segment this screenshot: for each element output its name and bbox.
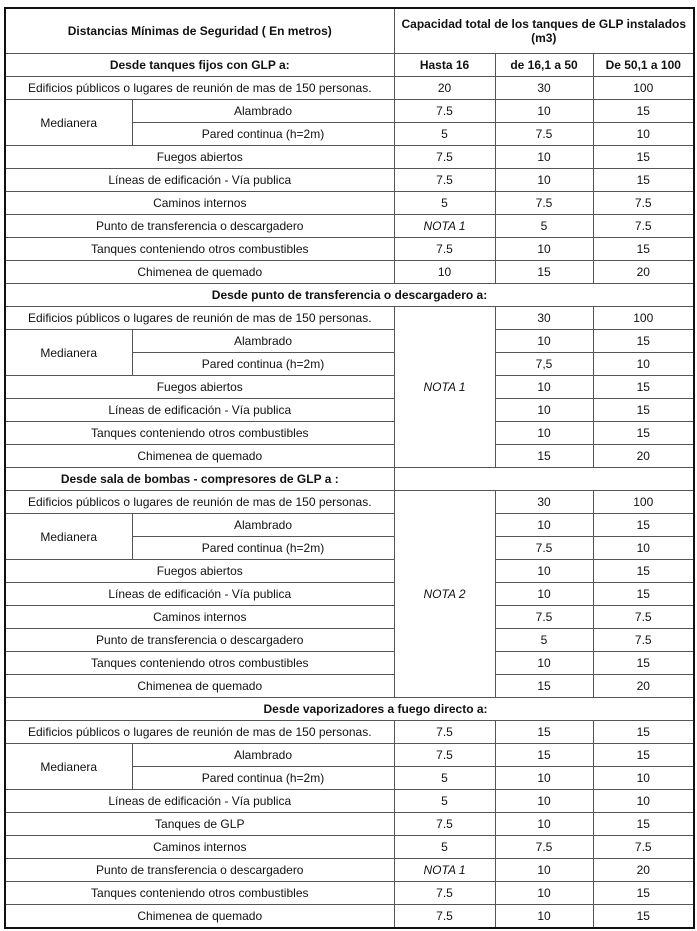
section-title: Desde tanques fijos con GLP a: [5,54,394,77]
value-cell: 10 [593,790,694,813]
table-row [5,675,694,698]
value-cell: 100 [593,307,694,330]
value-cell: 7.5 [495,606,593,629]
row-label: Punto de transferencia o descargadero [5,215,394,238]
value-cell: 10 [495,330,593,353]
value-cell: 7.5 [394,721,495,744]
row-label: Tanques conteniendo otros combustibles [5,882,394,905]
safety-distances-table [4,7,695,929]
value-cell: 10 [495,905,593,929]
table-row [5,330,694,353]
capacity-header: Capacidad total de los tanques de GLP instalados (m3) [394,8,694,54]
row-label: Alambrado [132,514,394,537]
table-row [5,238,694,261]
row-label: Edificios públicos o lugares de reunión de mas de 150 personas. [5,721,394,744]
row-label: Edificios públicos o lugares de reunión de mas de 150 personas. [5,77,394,100]
value-cell: 100 [593,77,694,100]
value-cell: 10 [495,146,593,169]
table-row [5,629,694,652]
header-row [5,8,694,54]
value-cell: 15 [593,905,694,929]
value-cell: 20 [394,77,495,100]
value-cell: 15 [593,422,694,445]
value-cell: 10 [593,537,694,560]
table-row [5,560,694,583]
table-row [5,583,694,606]
value-cell: 5 [495,629,593,652]
table-row [5,261,694,284]
value-cell: 7.5 [593,192,694,215]
row-label: Pared continua (h=2m) [132,123,394,146]
value-cell: 15 [593,652,694,675]
value-cell: 100 [593,491,694,514]
value-cell: 30 [495,307,593,330]
value-cell: 10 [495,514,593,537]
value-cell: 7.5 [593,836,694,859]
value-cell: 7.5 [394,882,495,905]
value-cell: 15 [593,813,694,836]
table-row [5,422,694,445]
value-cell: 10 [495,767,593,790]
value-cell: 7.5 [593,629,694,652]
value-cell: 10 [495,583,593,606]
value-cell: 15 [593,169,694,192]
value-cell: 15 [593,583,694,606]
row-label: Tanques conteniendo otros combustibles [5,652,394,675]
value-cell: 15 [593,721,694,744]
table-row [5,606,694,629]
row-label: Alambrado [132,744,394,767]
table-row [5,445,694,468]
table-row [5,652,694,675]
value-cell: 30 [495,77,593,100]
value-cell: 15 [593,376,694,399]
row-label: Edificios públicos o lugares de reunión de mas de 150 personas. [5,491,394,514]
value-cell: 5 [394,790,495,813]
value-cell: 15 [495,744,593,767]
row-label: Alambrado [132,100,394,123]
table-row [5,744,694,767]
value-cell: 10 [593,767,694,790]
row-label: Caminos internos [5,606,394,629]
group-label: Medianera [5,100,132,146]
row-label: Tanques conteniendo otros combustibles [5,238,394,261]
value-cell: 7.5 [394,100,495,123]
table-row [5,859,694,882]
value-cell: 5 [495,215,593,238]
row-label: Edificios públicos o lugares de reunión de mas de 150 personas. [5,307,394,330]
value-cell: 20 [593,445,694,468]
value-cell: 15 [593,238,694,261]
table-row [5,100,694,123]
value-cell: 20 [593,859,694,882]
value-cell: 15 [593,560,694,583]
merged-note-cell: NOTA 1 [394,307,495,468]
value-cell: 15 [593,399,694,422]
row-label: Fuegos abiertos [5,560,394,583]
row-label: Líneas de edificación - Vía publica [5,169,394,192]
value-cell: 15 [495,675,593,698]
value-cell: NOTA 1 [394,215,495,238]
row-label: Caminos internos [5,192,394,215]
row-label: Líneas de edificación - Vía publica [5,399,394,422]
table-row [5,882,694,905]
value-cell: 10 [495,790,593,813]
table-row [5,146,694,169]
row-label: Pared continua (h=2m) [132,767,394,790]
table-title: Distancias Mínimas de Seguridad ( En metros) [5,8,394,54]
section-header-row [5,698,694,721]
value-cell: 15 [593,330,694,353]
value-cell: 7.5 [495,192,593,215]
section-header-row [5,54,694,77]
value-cell: 10 [495,238,593,261]
value-cell: 20 [593,675,694,698]
value-cell: 10 [495,169,593,192]
group-label: Medianera [5,330,132,376]
table-row [5,836,694,859]
merged-note-cell: NOTA 2 [394,491,495,698]
column-header: de 16,1 a 50 [495,54,593,77]
value-cell: 20 [593,261,694,284]
row-label: Chimenea de quemado [5,261,394,284]
value-cell: 10 [495,100,593,123]
value-cell: 7.5 [394,744,495,767]
value-cell: 7,5 [495,353,593,376]
value-cell: 5 [394,123,495,146]
row-label: Fuegos abiertos [5,376,394,399]
table-row [5,376,694,399]
section-header-row [5,284,694,307]
value-cell: 10 [495,376,593,399]
table-row [5,192,694,215]
row-label: Pared continua (h=2m) [132,537,394,560]
value-cell: 7.5 [394,146,495,169]
table-row [5,514,694,537]
row-label: Tanques de GLP [5,813,394,836]
value-cell: 15 [593,100,694,123]
section-title: Desde vaporizadores a fuego directo a: [5,698,694,721]
value-cell: NOTA 1 [394,859,495,882]
row-label: Caminos internos [5,836,394,859]
table-row [5,399,694,422]
group-label: Medianera [5,514,132,560]
value-cell: 7.5 [495,123,593,146]
row-label: Chimenea de quemado [5,675,394,698]
value-cell: 10 [495,882,593,905]
value-cell: 10 [593,353,694,376]
value-cell: 7.5 [394,169,495,192]
table-row [5,215,694,238]
row-label: Tanques conteniendo otros combustibles [5,422,394,445]
row-label: Pared continua (h=2m) [132,353,394,376]
row-label: Chimenea de quemado [5,445,394,468]
blank-cell [394,468,694,491]
table-row [5,721,694,744]
value-cell: 10 [593,123,694,146]
value-cell: 15 [593,146,694,169]
table-row [5,905,694,929]
section-header-row [5,468,694,491]
value-cell: 5 [394,192,495,215]
value-cell: 7.5 [495,836,593,859]
row-label: Líneas de edificación - Vía publica [5,790,394,813]
value-cell: 10 [495,422,593,445]
table-row [5,790,694,813]
row-label: Punto de transferencia o descargadero [5,859,394,882]
row-label: Líneas de edificación - Vía publica [5,583,394,606]
table-row [5,77,694,100]
value-cell: 15 [495,261,593,284]
table-row [5,307,694,330]
value-cell: 5 [394,767,495,790]
value-cell: 10 [495,813,593,836]
row-label: Fuegos abiertos [5,146,394,169]
value-cell: 10 [495,560,593,583]
value-cell: 7.5 [394,238,495,261]
value-cell: 30 [495,491,593,514]
group-label: Medianera [5,744,132,790]
table-row [5,491,694,514]
value-cell: 15 [593,744,694,767]
value-cell: 10 [495,399,593,422]
column-header: De 50,1 a 100 [593,54,694,77]
row-label: Alambrado [132,330,394,353]
value-cell: 7.5 [394,905,495,929]
value-cell: 7.5 [394,813,495,836]
value-cell: 7.5 [593,215,694,238]
table-row [5,169,694,192]
table-row [5,813,694,836]
value-cell: 10 [495,859,593,882]
section-title: Desde punto de transferencia o descargadero a: [5,284,694,307]
value-cell: 15 [495,721,593,744]
row-label: Punto de transferencia o descargadero [5,629,394,652]
section-title: Desde sala de bombas - compresores de GLP a : [5,468,394,491]
value-cell: 7.5 [593,606,694,629]
value-cell: 10 [495,652,593,675]
column-header: Hasta 16 [394,54,495,77]
value-cell: 15 [495,445,593,468]
value-cell: 15 [593,882,694,905]
value-cell: 7.5 [495,537,593,560]
value-cell: 15 [593,514,694,537]
row-label: Chimenea de quemado [5,905,394,929]
value-cell: 5 [394,836,495,859]
value-cell: 10 [394,261,495,284]
